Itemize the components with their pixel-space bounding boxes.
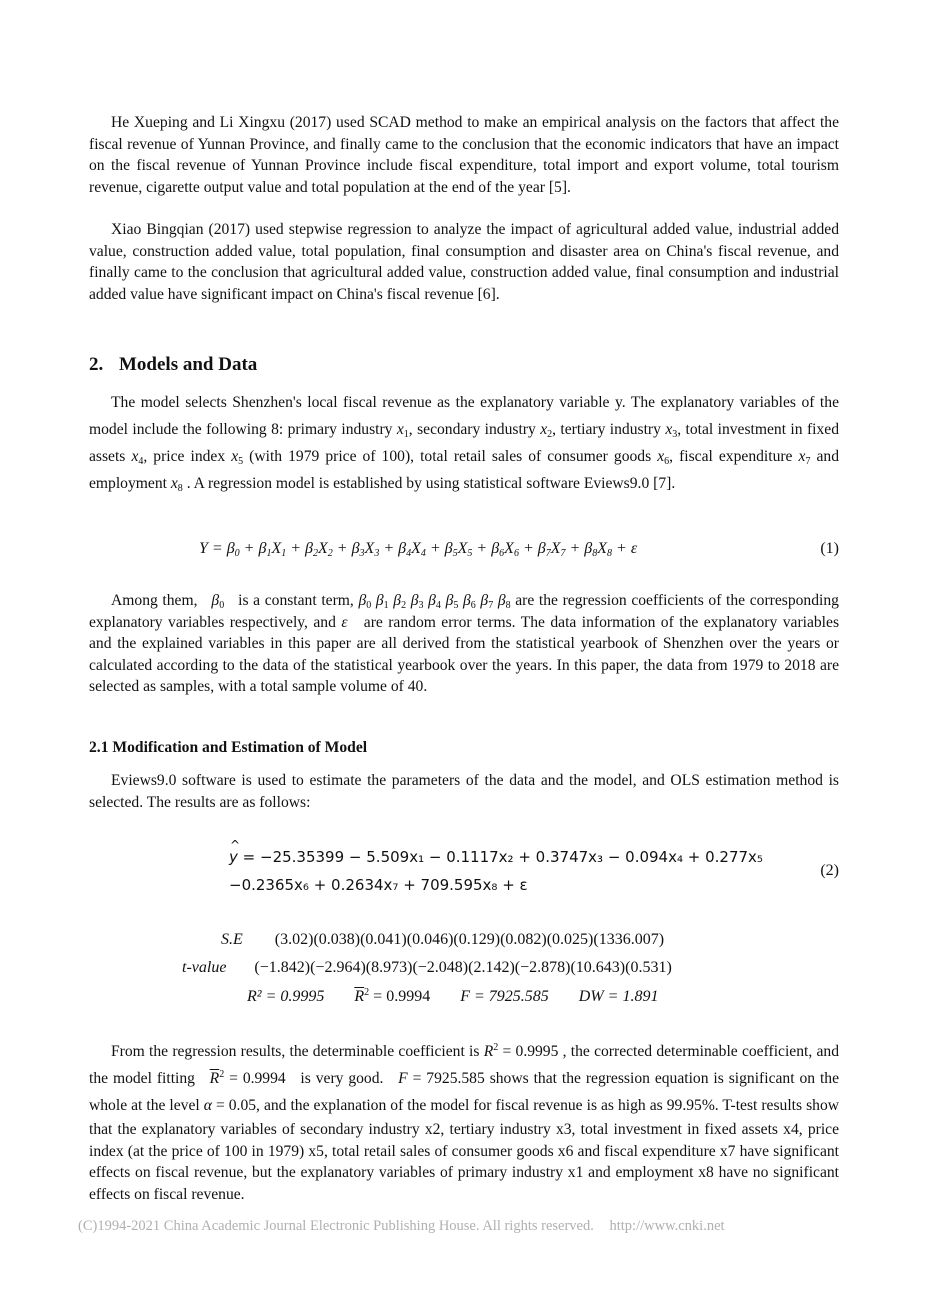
copyright-footer	[78, 1218, 725, 1235]
paragraph-eviews: Eviews9.0 software is used to estimate the parameters of the data and the model, and OLS estimation method is selected. The results are as follows:	[89, 772, 839, 811]
estimated-equation-line-2: −0.2365x₆ + 0.2634x₇ + 709.595x₈ + ε	[229, 876, 528, 894]
section-heading	[89, 354, 257, 376]
copyright-text: (C)1994-2021 China Academic Journal Electronic Publishing House. All rights reserved.	[78, 1218, 594, 1234]
equation-number: (1)	[820, 540, 839, 557]
section-number: 2.	[89, 354, 104, 375]
paragraph-xiao-bingqian: Xiao Bingqian (2017) used stepwise regression to analyze the impact of agricultural added value, industrial added value, construction added value, total population, final consumption and disaster area on China's fiscal revenue, and finally came to the conclusion that agricultural added value, construction added value, final consumption and industrial added value have significant impact on China's fiscal revenue [6].	[89, 221, 839, 303]
estimated-equation-line-1: ^ y = −25.35399 − 5.509x₁ − 0.1117x₂ + 0.3747x₃ − 0.094x₄ + 0.277x₅	[229, 848, 763, 866]
equation-number: (2)	[820, 862, 839, 879]
t-value-row: t-value (−1.842)(−2.964)(8.973)(−2.048)(2.142)(−2.878)(10.643)(0.531)	[182, 959, 672, 976]
section-title: Models and Data	[119, 354, 258, 375]
subsection-heading: 2.1 Modification and Estimation of Model	[89, 739, 368, 756]
fit-statistics-row: R² = 0.9995 $\overline{R}^2 = 0.9994$ F = 7925.585 DW = 1.891	[247, 987, 659, 1005]
standard-error-row: S.E (3.02)(0.038)(0.041)(0.046)(0.129)(0.082)(0.025)(1336.007)	[221, 931, 665, 948]
equation-1	[89, 540, 839, 566]
paragraph-coefficients: Among them, $\beta_0$ is a constant term, $\beta_0$ $\beta_1$ $\beta_2$ $\beta_3$ $\beta_4$ $\beta_5$ $\beta_6$ $\beta_7$ $\beta_8$ are the regression coefficients of the corresponding explanatory variables respectively, and ε are random error terms. The data information of the explanatory variables and the explained variables in this paper are all derived from the statistical yearbook of Shenzhen over the years or calculated according to the data of the statistical yearbook over the years. In this paper, the data from 1979 to 2018 are selected as samples, with a total sample volume of 40.	[89, 592, 840, 696]
paragraph-model-variables: The model selects Shenzhen's local fiscal revenue as the explanatory variable y. The explanatory variables of the model include the following 8: primary industry $x_1$, secondary industry $x_2$, tertiary industry $x_3$, total investment in fixed assets $x_4$, price index $x_5$ (with 1979 price of 100), total retail sales of consumer goods $x_6$, fiscal expenditure $x_7$ and employment $x_8$ . A regression model is established by using statistical software Eviews9.0 [7].	[89, 394, 840, 494]
regression-model-equation: $Y = \beta_0 + \beta_1X_1 + \beta_2X_2 + \beta_3X_3 + \beta_4X_4 + \beta_5X_5 + \beta_6X_6 + \beta_7X_7 + \beta_8X_8 + \varepsilon$	[199, 540, 638, 559]
paragraph-he-xueping: He Xueping and Li Xingxu (2017) used SCAD method to make an empirical analysis on the factors that affect the fiscal revenue of Yunnan Province, and finally came to the conclusion that the economic indicators that have an impact on the fiscal revenue of Yunnan Province include fiscal expenditure, total import and export volume, total tourism revenue, cigarette output value and total population at the end of the year [5].	[89, 114, 839, 196]
paragraph-results: From the regression results, the determinable coefficient is $R^2 = 0.9995$ , the corrected determinable coefficient, and the model fitting $\overline{R}^2 = 0.9994$ is very good. F = 7925.585 shows that the regression equation is significant on the whole at the level α = 0.05, and the explanation of the model for fiscal revenue is as high as 99.95%. T-test results show that the explanatory variables of secondary industry x2, tertiary industry x3, total investment in fixed assets x4, price index (at the price of 100 in 1979) x5, total retail sales of consumer goods x6 and fiscal expenditure x7 have significant effects on fiscal revenue, but the explanatory variables of primary industry x1 and employment x8 have no significant effects on fiscal revenue.	[89, 1042, 840, 1203]
equation-2	[89, 846, 839, 906]
cnki-url: http://www.cnki.net	[609, 1218, 725, 1234]
